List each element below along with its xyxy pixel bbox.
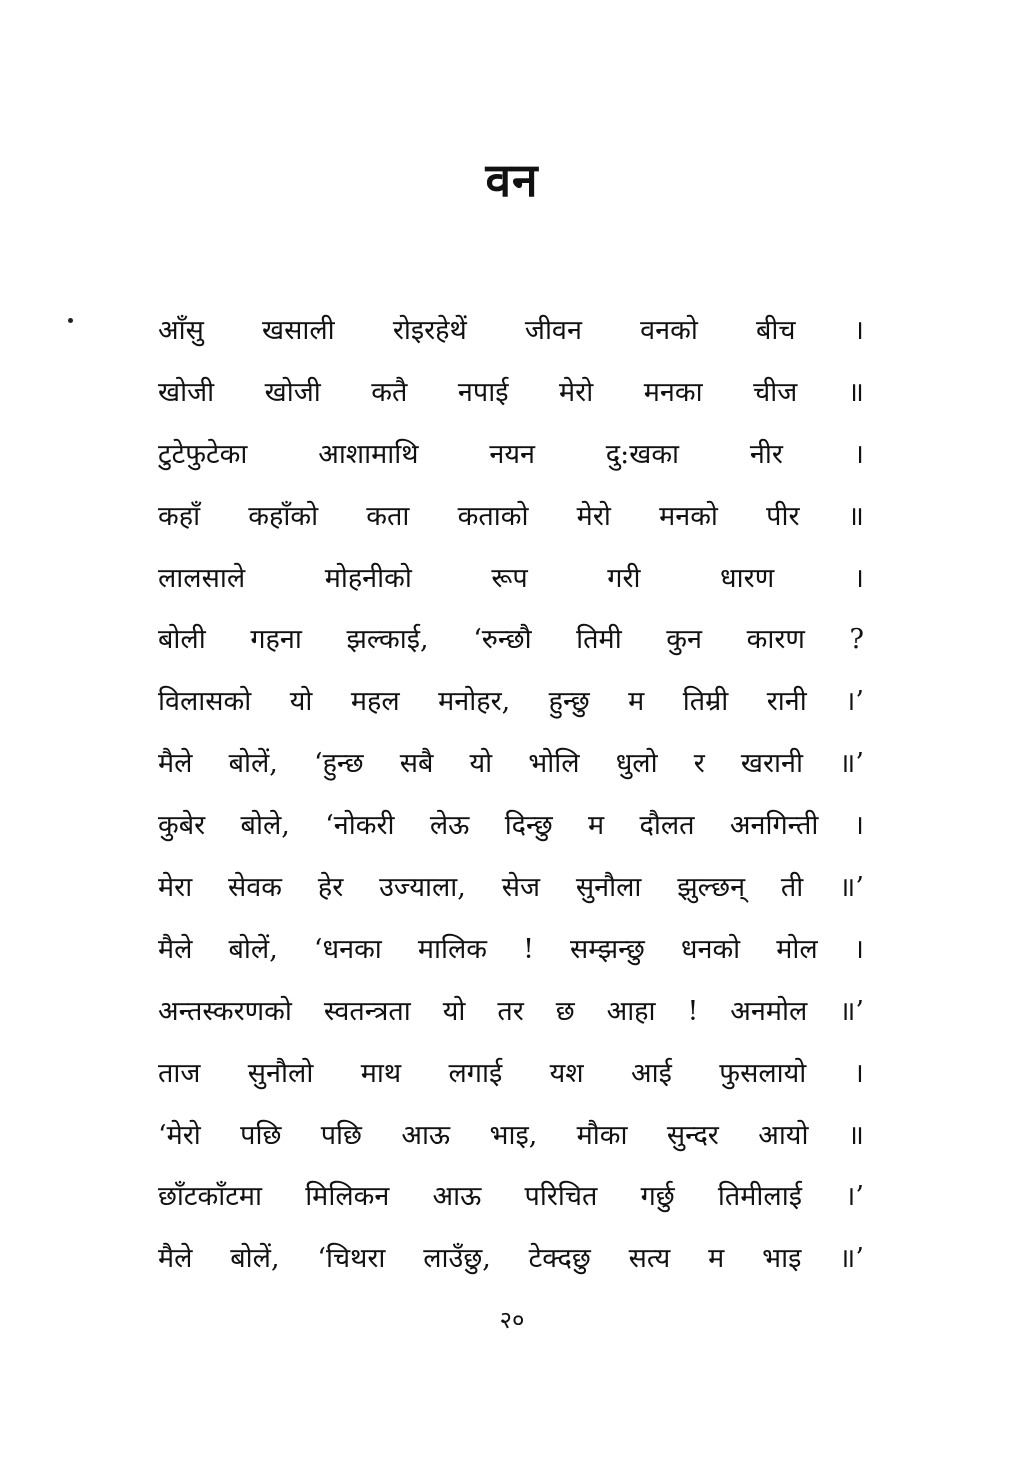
verse-word: धनको bbox=[680, 933, 741, 965]
verse-word: जीवन bbox=[524, 315, 582, 346]
verse-word: वनको bbox=[640, 315, 698, 346]
verse-word: दु:खका bbox=[605, 438, 680, 470]
verse-word: अन्तस्करणको bbox=[158, 995, 292, 1027]
verse-word: ‘धनका bbox=[313, 933, 382, 965]
verse-word: सुनौलो bbox=[247, 1057, 314, 1089]
verse-word: परिचित bbox=[524, 1181, 598, 1213]
verse-line bbox=[158, 1228, 864, 1290]
verse-line bbox=[158, 548, 864, 610]
verse-word: भोलि bbox=[528, 748, 580, 780]
verse-word: बोलें, bbox=[230, 1243, 280, 1275]
verse-word: पछि bbox=[320, 1119, 362, 1151]
verse-line bbox=[158, 795, 864, 857]
verse-word: आऊ bbox=[432, 1181, 482, 1213]
verse-word: हुन्छु bbox=[548, 686, 590, 718]
verse-word: आयो bbox=[758, 1119, 809, 1151]
verse-line bbox=[158, 981, 864, 1043]
verse-word: ।’ bbox=[845, 686, 864, 718]
verse-word: ! bbox=[687, 995, 699, 1027]
verse-line bbox=[158, 609, 864, 671]
verse-word: मनोहर, bbox=[438, 686, 511, 718]
verse-word: रोइरहेथें bbox=[392, 315, 467, 346]
verse-word: बोलें, bbox=[228, 933, 278, 965]
verse-word: सम्झन्छु bbox=[570, 933, 645, 965]
verse-word: सुनौला bbox=[575, 872, 642, 904]
verse-word: कारण bbox=[746, 624, 805, 656]
verse-word: खोजी bbox=[158, 376, 215, 408]
verse-word: कतै bbox=[371, 376, 408, 408]
verse-word: रानी bbox=[766, 686, 807, 718]
verse-word: मैले bbox=[158, 1243, 193, 1275]
verse-word: दिन्छु bbox=[504, 810, 553, 842]
verse-word: सत्य bbox=[628, 1243, 671, 1275]
verse-word: झुल्छन् bbox=[677, 872, 746, 904]
verse-word: मेरा bbox=[158, 872, 193, 904]
verse-word: ! bbox=[523, 933, 534, 965]
stray-dot bbox=[68, 318, 73, 323]
verse-word: धुलो bbox=[615, 748, 658, 780]
verse-word: आहा bbox=[606, 995, 656, 1027]
verse-word: यो bbox=[289, 686, 313, 718]
verse-word: सेवक bbox=[228, 872, 283, 904]
verse-word: कुबेर bbox=[158, 810, 206, 842]
verse-word: ‘नोकरी bbox=[325, 810, 395, 842]
verse-word: लालसाले bbox=[158, 562, 246, 594]
verse-line bbox=[158, 671, 864, 733]
verse-word: । bbox=[853, 933, 864, 965]
verse-word: ती bbox=[780, 872, 804, 904]
verse-word: बोली bbox=[158, 624, 206, 656]
verse-word: मोल bbox=[776, 933, 818, 965]
verse-word: मैले bbox=[158, 748, 193, 780]
verse-word: सबै bbox=[399, 748, 434, 780]
verse-word: नयन bbox=[489, 438, 535, 470]
verse-word: माथ bbox=[360, 1057, 402, 1089]
verse-word: मेरो bbox=[559, 376, 594, 408]
verse-word: आई bbox=[631, 1057, 672, 1089]
verse-word: ॥’ bbox=[839, 995, 864, 1027]
verse-word: नीर bbox=[749, 438, 783, 470]
verse-word: । bbox=[853, 562, 864, 594]
verse-word: लगाई bbox=[448, 1057, 503, 1089]
verse-word: कहाँ bbox=[158, 500, 201, 532]
verse-word: ‘चिथरा bbox=[317, 1243, 386, 1275]
verse-word: ।’ bbox=[845, 1181, 864, 1213]
verse-line bbox=[158, 424, 864, 486]
verse-line bbox=[158, 1105, 864, 1167]
verse-word: ॥ bbox=[847, 500, 864, 532]
verse-word: अनमोल bbox=[730, 995, 808, 1027]
verse-word: ॥’ bbox=[839, 872, 864, 904]
verse-word: बोलें, bbox=[228, 748, 278, 780]
verse-word: ॥’ bbox=[839, 748, 864, 780]
verse-line bbox=[158, 1043, 864, 1105]
verse-word: मैले bbox=[158, 933, 193, 965]
verse-word: ताज bbox=[158, 1057, 201, 1089]
verse-word: सेज bbox=[501, 872, 541, 904]
verse-word: झल्काई, bbox=[346, 624, 429, 656]
verse-word: खोजी bbox=[264, 376, 321, 408]
verse-word: म bbox=[628, 686, 645, 718]
verse-word: स्वतन्त्रता bbox=[323, 995, 411, 1027]
verse-word: आऊ bbox=[401, 1119, 451, 1151]
verse-word: कताको bbox=[457, 500, 529, 532]
verse-word: पीर bbox=[766, 500, 800, 532]
verse-word: अनगिन्ती bbox=[729, 810, 819, 842]
verse-word: कता bbox=[366, 500, 410, 532]
verse-word: मनको bbox=[659, 500, 718, 532]
verse-word: ॥ bbox=[847, 376, 864, 408]
verse-word: भाइ, bbox=[489, 1119, 538, 1151]
verse-word: कहाँको bbox=[248, 500, 319, 532]
verse-word: म bbox=[708, 1243, 725, 1275]
verse-word: धारण bbox=[720, 562, 775, 594]
verse-word: तिमीलाई bbox=[717, 1181, 802, 1213]
verse-word: गरी bbox=[607, 562, 641, 594]
verse-word: म bbox=[588, 810, 605, 842]
verse-word: सुन्दर bbox=[666, 1119, 719, 1151]
verse-word: मालिक bbox=[417, 933, 488, 965]
verse-word: बीच bbox=[755, 315, 796, 346]
page-number: २० bbox=[499, 1306, 525, 1334]
verse-word: लेऊ bbox=[429, 810, 470, 842]
verse-word: विलासको bbox=[158, 686, 252, 718]
page-title: वन bbox=[485, 153, 539, 207]
verse-word: टुटेफुटेका bbox=[158, 438, 248, 470]
verse-word: । bbox=[853, 438, 864, 470]
verse-word: महल bbox=[350, 686, 400, 718]
verse-line bbox=[158, 362, 864, 424]
verse-word: ‘हुन्छ bbox=[314, 748, 364, 780]
verse-word: यो bbox=[469, 748, 493, 780]
verse-word: भाइ bbox=[762, 1243, 802, 1275]
verse-word: ‘रुन्छौ bbox=[473, 624, 532, 656]
verse-word: तिमी bbox=[576, 624, 622, 656]
verse-word: गहना bbox=[250, 624, 302, 656]
verse-word: । bbox=[853, 1057, 864, 1089]
verse-word: नपाई bbox=[457, 376, 509, 408]
verse-word: खरानी bbox=[740, 748, 804, 780]
verse-word: रूप bbox=[491, 562, 528, 594]
poem-body bbox=[158, 300, 864, 1290]
verse-word: चीज bbox=[753, 376, 798, 408]
verse-word: आशामाथि bbox=[318, 438, 419, 470]
verse-word: तिम्री bbox=[682, 686, 729, 718]
verse-word: फुसलायो bbox=[719, 1057, 807, 1089]
verse-line bbox=[158, 857, 864, 919]
verse-line bbox=[158, 1166, 864, 1228]
verse-word: ॥’ bbox=[839, 1243, 864, 1275]
verse-word: हेर bbox=[317, 872, 344, 904]
verse-word: मनका bbox=[643, 376, 703, 408]
verse-word: टेक्दछु bbox=[528, 1243, 591, 1275]
verse-word: मिलिकन bbox=[305, 1181, 390, 1213]
verse-word: ? bbox=[849, 624, 864, 656]
verse-word: छाँटकाँटमा bbox=[158, 1181, 263, 1213]
verse-word: ‘मेरो bbox=[158, 1119, 201, 1151]
verse-word: बोले, bbox=[240, 810, 290, 842]
verse-word: दौलत bbox=[639, 810, 695, 842]
verse-word: खसाली bbox=[262, 315, 335, 346]
verse-line bbox=[158, 733, 864, 795]
verse-word: र bbox=[693, 748, 705, 780]
verse-word: कुन bbox=[666, 624, 703, 656]
verse-word: मोहनीको bbox=[324, 562, 412, 594]
verse-line bbox=[158, 300, 864, 362]
verse-word: आँसु bbox=[158, 315, 204, 346]
verse-word: लाउँछु, bbox=[423, 1243, 491, 1275]
verse-word: छ bbox=[555, 995, 575, 1027]
verse-line bbox=[158, 486, 864, 548]
verse-word: मेरो bbox=[576, 500, 611, 532]
verse-line bbox=[158, 919, 864, 981]
verse-word: तर bbox=[497, 995, 524, 1027]
verse-word: । bbox=[853, 315, 864, 346]
verse-word: ॥ bbox=[847, 1119, 864, 1151]
verse-word: गर्छु bbox=[640, 1181, 675, 1213]
verse-word: यो bbox=[442, 995, 466, 1027]
verse-word: मौका bbox=[576, 1119, 628, 1151]
verse-word: पछि bbox=[240, 1119, 282, 1151]
verse-word: यश bbox=[549, 1057, 584, 1089]
verse-word: उज्याला, bbox=[379, 872, 466, 904]
verse-word: । bbox=[853, 810, 864, 842]
